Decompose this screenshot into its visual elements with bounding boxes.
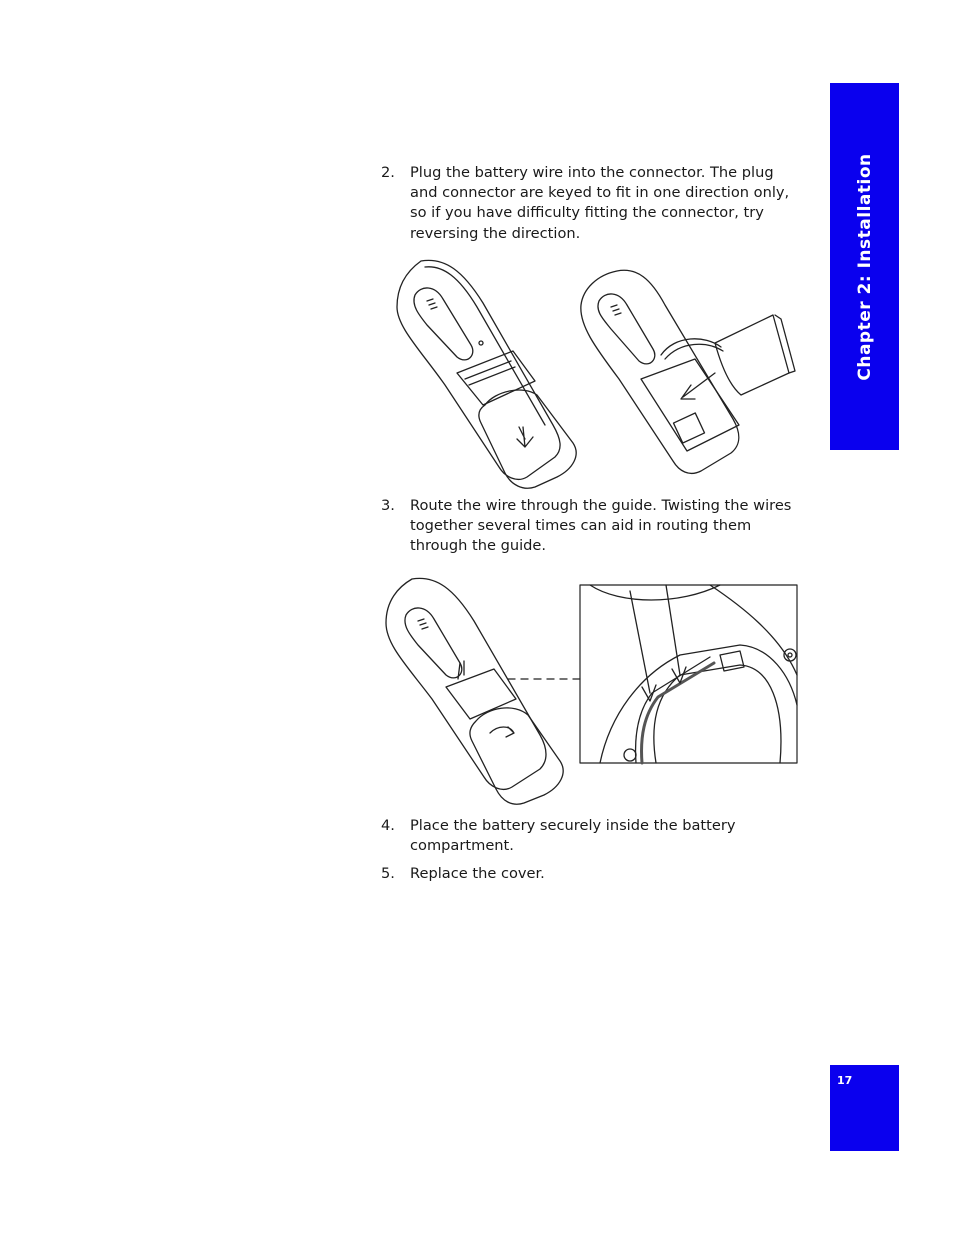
step-2	[381, 163, 801, 244]
step-text: Plug the battery wire into the connector. The plug and connector are keyed to fit in one direction only, so if you have difficulty fitting the connector, try reversing the direction.	[410, 164, 790, 242]
step-3	[381, 496, 801, 557]
chapter-tab	[830, 83, 899, 450]
handset-right-drawing	[581, 270, 795, 473]
step-4	[381, 816, 801, 856]
step-number: 5.	[381, 865, 395, 882]
wire-routing-illustration	[380, 575, 800, 805]
page-number-tab	[830, 1065, 899, 1151]
chapter-label: Chapter 2: Installation	[854, 152, 875, 381]
step-text: Route the wire through the guide. Twisting the wires together several times can aid in routing them through the guide.	[410, 497, 792, 555]
step-5	[381, 864, 801, 884]
page-number: 17	[837, 1074, 853, 1087]
battery-connector-illustration	[385, 255, 805, 490]
step-number: 3.	[381, 497, 395, 514]
step-number: 2.	[381, 164, 395, 181]
step-text: Place the battery securely inside the battery compartment.	[410, 817, 736, 855]
handset-routing-drawing	[386, 578, 563, 804]
detail-inset	[580, 585, 797, 763]
handset-left-drawing	[397, 260, 576, 488]
step-text: Replace the cover.	[410, 865, 545, 882]
step-number: 4.	[381, 817, 395, 834]
